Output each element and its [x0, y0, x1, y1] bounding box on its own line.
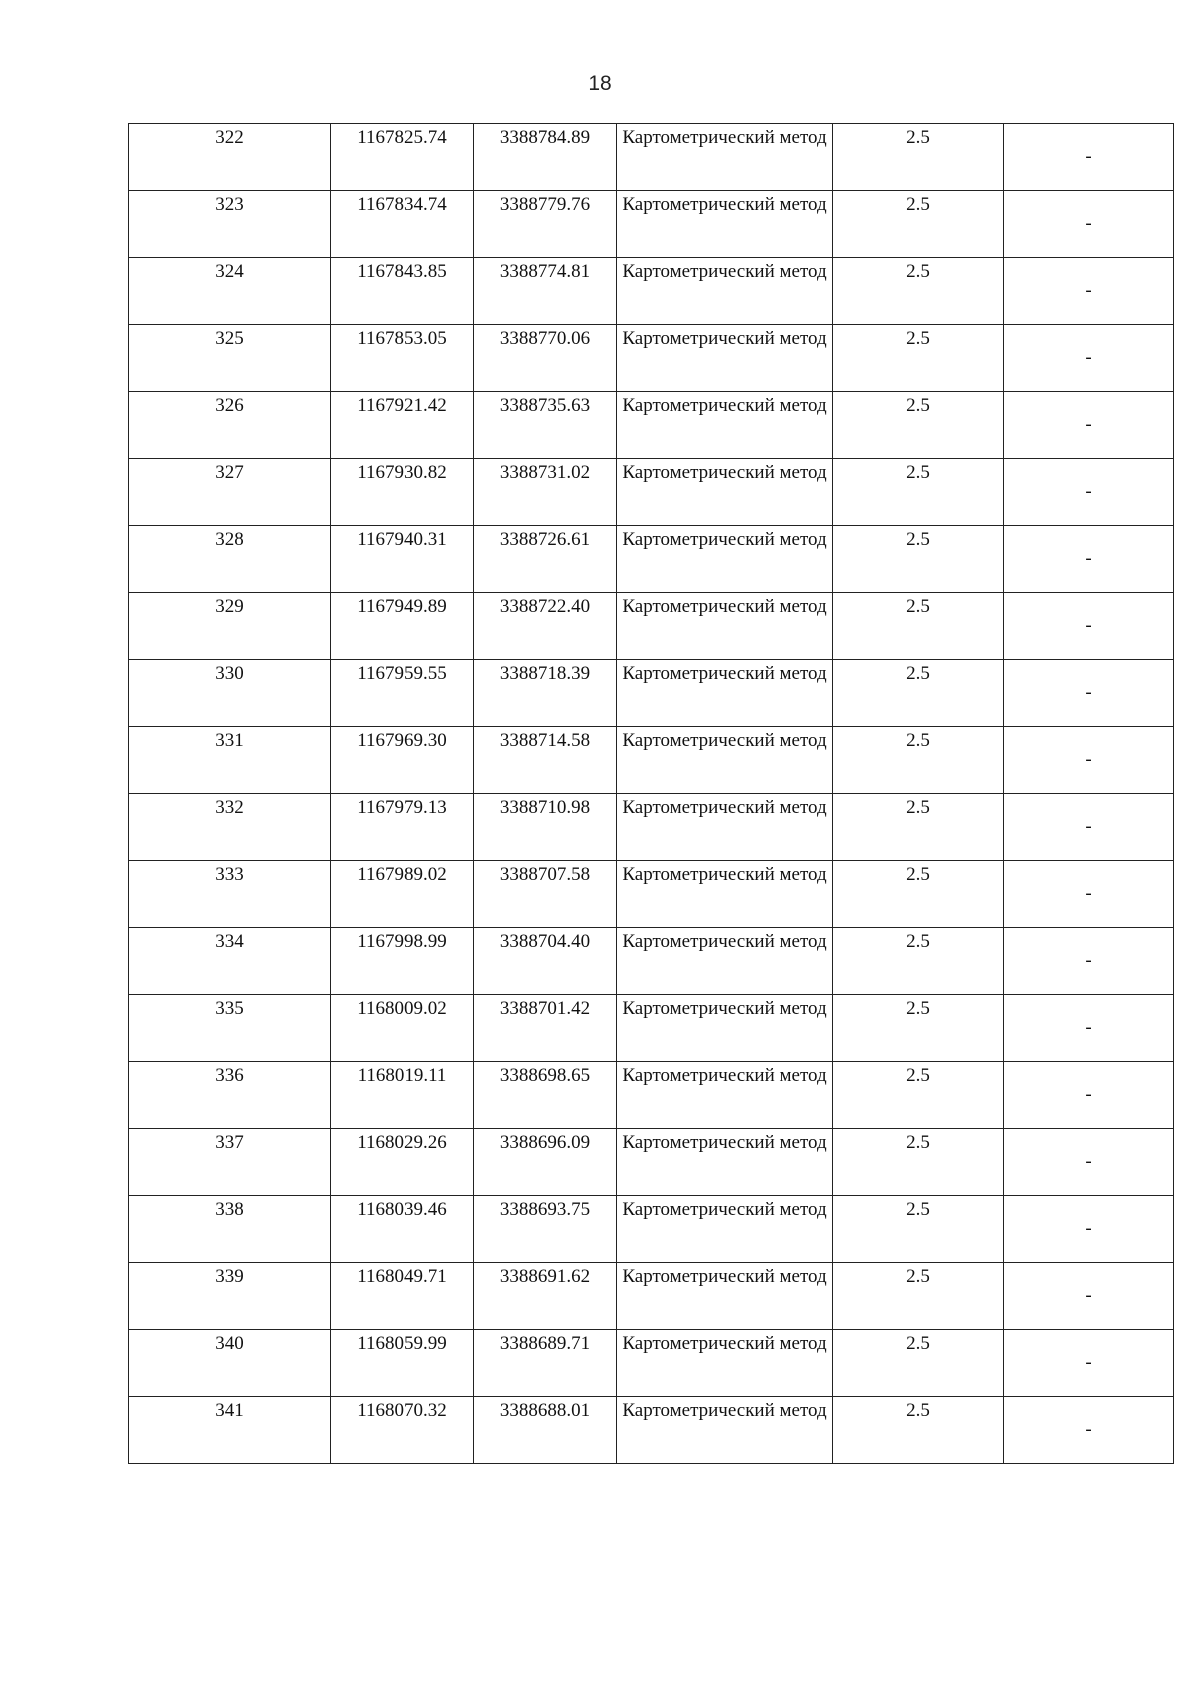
- note-cell: -: [1004, 928, 1174, 995]
- accuracy-cell: 2.5: [833, 1330, 1004, 1397]
- note-cell: -: [1004, 660, 1174, 727]
- table-row: [129, 1062, 1174, 1129]
- table-row: [129, 526, 1174, 593]
- accuracy-cell: 2.5: [833, 1062, 1004, 1129]
- accuracy-cell: 2.5: [833, 392, 1004, 459]
- point-number-cell: 324: [129, 258, 331, 325]
- y-coordinate-cell: 3388710.98: [474, 794, 617, 861]
- note-cell: -: [1004, 1397, 1174, 1464]
- note-cell: -: [1004, 258, 1174, 325]
- table-row: [129, 1263, 1174, 1330]
- table-row: [129, 1196, 1174, 1263]
- x-coordinate-cell: 1168070.32: [331, 1397, 474, 1464]
- accuracy-cell: 2.5: [833, 258, 1004, 325]
- note-cell: -: [1004, 794, 1174, 861]
- point-number-cell: 336: [129, 1062, 331, 1129]
- table-row: [129, 593, 1174, 660]
- table-row: [129, 861, 1174, 928]
- method-cell: Картометрический метод: [617, 258, 833, 325]
- accuracy-cell: 2.5: [833, 794, 1004, 861]
- point-number-cell: 327: [129, 459, 331, 526]
- note-cell: -: [1004, 1330, 1174, 1397]
- note-cell: -: [1004, 727, 1174, 794]
- x-coordinate-cell: 1167959.55: [331, 660, 474, 727]
- accuracy-cell: 2.5: [833, 1129, 1004, 1196]
- table-row: [129, 794, 1174, 861]
- table-row: [129, 459, 1174, 526]
- note-cell: -: [1004, 526, 1174, 593]
- note-cell: -: [1004, 1062, 1174, 1129]
- method-cell: Картометрический метод: [617, 861, 833, 928]
- point-number-cell: 330: [129, 660, 331, 727]
- point-number-cell: 325: [129, 325, 331, 392]
- point-number-cell: 338: [129, 1196, 331, 1263]
- method-cell: Картометрический метод: [617, 1129, 833, 1196]
- y-coordinate-cell: 3388698.65: [474, 1062, 617, 1129]
- x-coordinate-cell: 1167853.05: [331, 325, 474, 392]
- point-number-cell: 337: [129, 1129, 331, 1196]
- table-row: [129, 928, 1174, 995]
- y-coordinate-cell: 3388722.40: [474, 593, 617, 660]
- y-coordinate-cell: 3388731.02: [474, 459, 617, 526]
- point-number-cell: 335: [129, 995, 331, 1062]
- method-cell: Картометрический метод: [617, 1196, 833, 1263]
- y-coordinate-cell: 3388779.76: [474, 191, 617, 258]
- point-number-cell: 322: [129, 124, 331, 191]
- note-cell: -: [1004, 861, 1174, 928]
- y-coordinate-cell: 3388784.89: [474, 124, 617, 191]
- note-cell: -: [1004, 124, 1174, 191]
- method-cell: Картометрический метод: [617, 995, 833, 1062]
- x-coordinate-cell: 1167843.85: [331, 258, 474, 325]
- accuracy-cell: 2.5: [833, 124, 1004, 191]
- accuracy-cell: 2.5: [833, 1263, 1004, 1330]
- y-coordinate-cell: 3388707.58: [474, 861, 617, 928]
- y-coordinate-cell: 3388691.62: [474, 1263, 617, 1330]
- table-row: [129, 258, 1174, 325]
- accuracy-cell: 2.5: [833, 1196, 1004, 1263]
- table-row: [129, 392, 1174, 459]
- point-number-cell: 341: [129, 1397, 331, 1464]
- page-number: 18: [588, 72, 612, 95]
- method-cell: Картометрический метод: [617, 1263, 833, 1330]
- method-cell: Картометрический метод: [617, 526, 833, 593]
- accuracy-cell: 2.5: [833, 459, 1004, 526]
- accuracy-cell: 2.5: [833, 191, 1004, 258]
- method-cell: Картометрический метод: [617, 124, 833, 191]
- accuracy-cell: 2.5: [833, 325, 1004, 392]
- x-coordinate-cell: 1168039.46: [331, 1196, 474, 1263]
- note-cell: -: [1004, 593, 1174, 660]
- table-row: [129, 660, 1174, 727]
- method-cell: Картометрический метод: [617, 593, 833, 660]
- method-cell: Картометрический метод: [617, 191, 833, 258]
- table-row: [129, 1397, 1174, 1464]
- table-row: [129, 1330, 1174, 1397]
- note-cell: -: [1004, 1129, 1174, 1196]
- x-coordinate-cell: 1167940.31: [331, 526, 474, 593]
- point-number-cell: 331: [129, 727, 331, 794]
- accuracy-cell: 2.5: [833, 861, 1004, 928]
- x-coordinate-cell: 1168049.71: [331, 1263, 474, 1330]
- method-cell: Картометрический метод: [617, 325, 833, 392]
- y-coordinate-cell: 3388718.39: [474, 660, 617, 727]
- x-coordinate-cell: 1168029.26: [331, 1129, 474, 1196]
- y-coordinate-cell: 3388726.61: [474, 526, 617, 593]
- method-cell: Картометрический метод: [617, 660, 833, 727]
- x-coordinate-cell: 1167969.30: [331, 727, 474, 794]
- point-number-cell: 334: [129, 928, 331, 995]
- table-row: [129, 191, 1174, 258]
- accuracy-cell: 2.5: [833, 526, 1004, 593]
- y-coordinate-cell: 3388770.06: [474, 325, 617, 392]
- x-coordinate-cell: 1167930.82: [331, 459, 474, 526]
- table-row: [129, 995, 1174, 1062]
- y-coordinate-cell: 3388688.01: [474, 1397, 617, 1464]
- method-cell: Картометрический метод: [617, 928, 833, 995]
- accuracy-cell: 2.5: [833, 727, 1004, 794]
- x-coordinate-cell: 1168009.02: [331, 995, 474, 1062]
- y-coordinate-cell: 3388735.63: [474, 392, 617, 459]
- method-cell: Картометрический метод: [617, 794, 833, 861]
- note-cell: -: [1004, 1263, 1174, 1330]
- point-number-cell: 323: [129, 191, 331, 258]
- table-row: [129, 1129, 1174, 1196]
- point-number-cell: 329: [129, 593, 331, 660]
- y-coordinate-cell: 3388774.81: [474, 258, 617, 325]
- point-number-cell: 332: [129, 794, 331, 861]
- accuracy-cell: 2.5: [833, 593, 1004, 660]
- x-coordinate-cell: 1168019.11: [331, 1062, 474, 1129]
- x-coordinate-cell: 1167949.89: [331, 593, 474, 660]
- x-coordinate-cell: 1168059.99: [331, 1330, 474, 1397]
- point-number-cell: 339: [129, 1263, 331, 1330]
- note-cell: -: [1004, 1196, 1174, 1263]
- method-cell: Картометрический метод: [617, 727, 833, 794]
- x-coordinate-cell: 1167921.42: [331, 392, 474, 459]
- x-coordinate-cell: 1167825.74: [331, 124, 474, 191]
- method-cell: Картометрический метод: [617, 459, 833, 526]
- x-coordinate-cell: 1167998.99: [331, 928, 474, 995]
- y-coordinate-cell: 3388714.58: [474, 727, 617, 794]
- note-cell: -: [1004, 325, 1174, 392]
- method-cell: Картометрический метод: [617, 1397, 833, 1464]
- method-cell: Картометрический метод: [617, 1062, 833, 1129]
- point-number-cell: 326: [129, 392, 331, 459]
- y-coordinate-cell: 3388701.42: [474, 995, 617, 1062]
- table-row: [129, 124, 1174, 191]
- point-number-cell: 333: [129, 861, 331, 928]
- point-number-cell: 340: [129, 1330, 331, 1397]
- accuracy-cell: 2.5: [833, 660, 1004, 727]
- x-coordinate-cell: 1167979.13: [331, 794, 474, 861]
- note-cell: -: [1004, 459, 1174, 526]
- coordinates-table: [128, 123, 1174, 1464]
- point-number-cell: 328: [129, 526, 331, 593]
- method-cell: Картометрический метод: [617, 1330, 833, 1397]
- note-cell: -: [1004, 392, 1174, 459]
- accuracy-cell: 2.5: [833, 995, 1004, 1062]
- table-body: [129, 124, 1174, 1464]
- y-coordinate-cell: 3388689.71: [474, 1330, 617, 1397]
- method-cell: Картометрический метод: [617, 392, 833, 459]
- note-cell: -: [1004, 995, 1174, 1062]
- accuracy-cell: 2.5: [833, 928, 1004, 995]
- x-coordinate-cell: 1167989.02: [331, 861, 474, 928]
- note-cell: -: [1004, 191, 1174, 258]
- y-coordinate-cell: 3388704.40: [474, 928, 617, 995]
- x-coordinate-cell: 1167834.74: [331, 191, 474, 258]
- y-coordinate-cell: 3388693.75: [474, 1196, 617, 1263]
- table-row: [129, 727, 1174, 794]
- table-row: [129, 325, 1174, 392]
- accuracy-cell: 2.5: [833, 1397, 1004, 1464]
- y-coordinate-cell: 3388696.09: [474, 1129, 617, 1196]
